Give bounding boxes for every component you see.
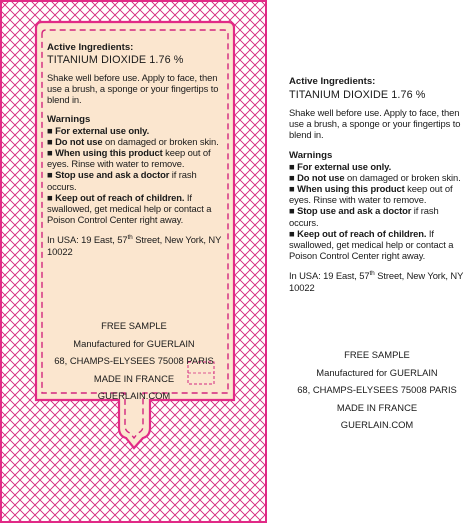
active-ingredients-heading: Active Ingredients: <box>47 42 134 53</box>
transcript-website: GUERLAIN.COM <box>340 419 414 430</box>
transcript-active-heading: Active Ingredients: <box>289 76 376 87</box>
usa-address: In USA: 19 East, 57th Street, New York, NY 10022 <box>47 234 222 257</box>
label-text-block <box>47 42 225 257</box>
warning-1: ■ For external use only. <box>47 124 150 136</box>
transcript-warning-2: ■ Do not use on damaged or broken skin. <box>289 171 461 183</box>
warning-2: ■ Do not use on damaged or broken skin. <box>47 135 219 147</box>
transcript-warning-3: ■ When using this product keep out of eyes. Rinse with water to remove. <box>289 183 453 206</box>
warning-3: ■ When using this product keep out of eyes. Rinse with water to remove. <box>47 147 211 170</box>
transcript-directions: Shake well before use. Apply to face, then use a brush, a sponge or your fingertips to blend in. <box>289 107 461 141</box>
warnings-heading: Warnings <box>47 113 91 125</box>
transcript-free-sample: FREE SAMPLE <box>344 349 410 360</box>
transcript-warning-4: ■ Stop use and ask a doctor if rash occurs. <box>289 205 439 228</box>
transcript-warning-1: ■ For external use only. <box>289 160 392 172</box>
warning-5: ■ Keep out of reach of children. If swallowed, get medical help or contact a Poison Control Center right away. <box>47 191 212 226</box>
website-text: GUERLAIN.COM <box>97 390 171 401</box>
manufactured-for-text: Manufactured for GUERLAIN <box>73 337 195 349</box>
directions-text: Shake well before use. Apply to face, then use a brush, a sponge or your fingertips to blend in. <box>47 72 219 106</box>
ingredient-line: TITANIUM DIOXIDE 1.76 % <box>47 54 184 66</box>
transcript-usa-address: In USA: 19 East, 57th Street, New York, NY 10022 <box>289 270 464 293</box>
transcript-manufactured-for: Manufactured for GUERLAIN <box>316 366 438 378</box>
transcript-manufacturer-block <box>282 346 470 434</box>
free-sample-text: FREE SAMPLE <box>101 320 167 331</box>
transcript-text-block <box>289 76 465 293</box>
street-address-text: 68, CHAMPS-ELYSEES 75008 PARIS <box>54 355 214 366</box>
manufacturer-block <box>40 317 228 405</box>
transcript-warning-5: ■ Keep out of reach of children. If swallowed, get medical help or contact a Poison Control Center right away. <box>289 227 454 262</box>
transcript-ingredient: TITANIUM DIOXIDE 1.76 % <box>289 89 426 101</box>
transcript-made-in: MADE IN FRANCE <box>336 401 418 413</box>
warning-4: ■ Stop use and ask a doctor if rash occurs. <box>47 169 197 192</box>
transcript-street-address: 68, CHAMPS-ELYSEES 75008 PARIS <box>297 384 457 395</box>
made-in-text: MADE IN FRANCE <box>93 372 175 384</box>
transcript-warnings-heading: Warnings <box>289 149 333 161</box>
